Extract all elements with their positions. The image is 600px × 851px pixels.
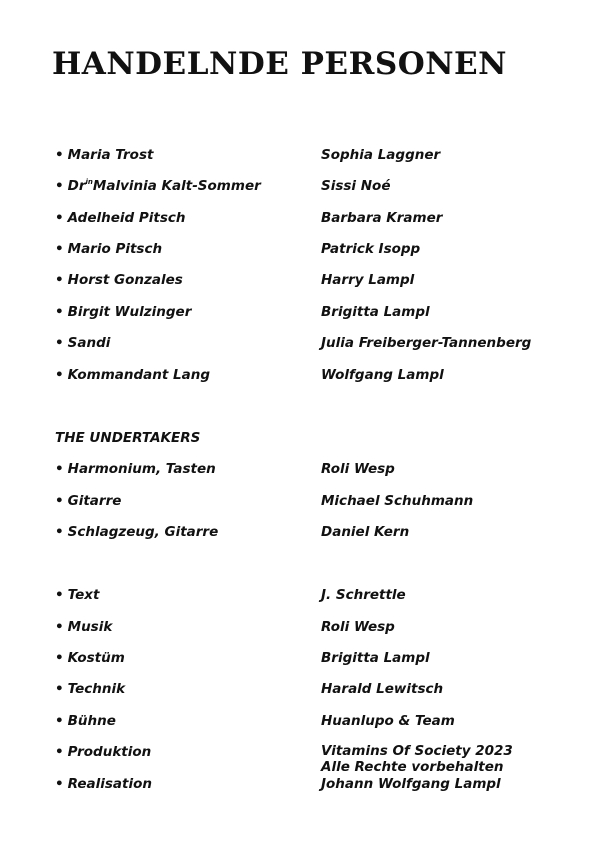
- crew-role: • Text: [55, 587, 100, 603]
- cast-actor: Harry Lampl: [321, 272, 415, 288]
- crew-actor: Johann Wolfgang Lampl: [321, 776, 501, 792]
- bullet: •: [55, 776, 64, 792]
- cast-row: [0, 304, 600, 326]
- crew-role: • Kostüm: [55, 650, 125, 666]
- bullet: •: [55, 147, 64, 163]
- bullet: •: [55, 713, 64, 729]
- bullet: •: [55, 650, 64, 666]
- bullet: •: [55, 619, 64, 635]
- band-row: [0, 493, 600, 515]
- band-row: [0, 461, 600, 483]
- crew-row: [0, 619, 600, 641]
- band-actor: Daniel Kern: [321, 524, 410, 540]
- cast-actor: Wolfgang Lampl: [321, 367, 444, 383]
- cast-role: • Kommandant Lang: [55, 367, 211, 383]
- crew-row: [0, 713, 600, 735]
- crew-actor: Harald Lewitsch: [321, 681, 444, 697]
- crew-row: [0, 681, 600, 703]
- superscript: in: [85, 178, 93, 186]
- cast-row: [0, 272, 600, 294]
- bullet: •: [55, 461, 64, 477]
- page-title: HANDELNDE PERSONEN: [52, 46, 508, 82]
- cast-row: [0, 335, 600, 357]
- cast-role: • Mario Pitsch: [55, 241, 163, 257]
- bullet: •: [55, 493, 64, 509]
- cast-actor: Patrick Isopp: [321, 241, 421, 257]
- rights-note: Alle Rechte vorbehalten: [321, 758, 504, 775]
- bullet: •: [55, 241, 64, 257]
- bullet: •: [55, 304, 64, 320]
- bullet: •: [55, 335, 64, 351]
- production-company: Vitamins Of Society 2023: [321, 743, 513, 759]
- bullet: •: [55, 272, 64, 288]
- bullet: •: [55, 367, 64, 383]
- cast-row: [0, 147, 600, 169]
- cast-actor: Julia Freiberger-Tannenberg: [321, 335, 532, 351]
- cast-role: • Horst Gonzales: [55, 272, 183, 288]
- band-row: [0, 524, 600, 546]
- crew-actor: Brigitta Lampl: [321, 650, 430, 666]
- crew-actor: Huanlupo & Team: [321, 713, 455, 729]
- cast-actor: Brigitta Lampl: [321, 304, 430, 320]
- crew-row: [0, 776, 600, 798]
- bullet: •: [55, 744, 64, 760]
- crew-role: • Produktion: [55, 744, 152, 760]
- cast-row: [0, 367, 600, 389]
- cast-actor: Barbara Kramer: [321, 210, 443, 226]
- cast-actor: Sissi Noé: [321, 178, 391, 194]
- cast-row: [0, 241, 600, 263]
- cast-role: • Adelheid Pitsch: [55, 210, 186, 226]
- cast-actor: Sophia Laggner: [321, 147, 441, 163]
- bullet: •: [55, 524, 64, 540]
- crew-row: [0, 650, 600, 672]
- band-role: • Harmonium, Tasten: [55, 461, 216, 477]
- crew-actor: J. Schrettle: [321, 587, 406, 603]
- cast-role: • Birgit Wulzinger: [55, 304, 192, 320]
- cast-role: • Sandi: [55, 335, 111, 351]
- cast-row: [0, 210, 600, 232]
- bullet: •: [55, 587, 64, 603]
- cast-row: [0, 178, 600, 200]
- crew-row: [0, 743, 600, 775]
- bullet: •: [55, 178, 64, 194]
- crew-actor: [321, 744, 513, 775]
- crew-role: • Musik: [55, 619, 113, 635]
- bullet: •: [55, 681, 64, 697]
- band-heading: THE UNDERTAKERS: [55, 430, 201, 446]
- band-actor: Michael Schuhmann: [321, 493, 474, 509]
- crew-role: • Realisation: [55, 776, 152, 792]
- band-actor: Roli Wesp: [321, 461, 395, 477]
- bullet: •: [55, 210, 64, 226]
- crew-actor: Roli Wesp: [321, 619, 395, 635]
- cast-role: • $Dr^{in}Malvinia$ Kalt-Sommer: [55, 178, 261, 194]
- crew-role: • Bühne: [55, 713, 116, 729]
- crew-row: [0, 587, 600, 609]
- band-role: • Schlagzeug, Gitarre: [55, 524, 219, 540]
- crew-role: • Technik: [55, 681, 126, 697]
- cast-role: • Maria Trost: [55, 147, 154, 163]
- band-role: • Gitarre: [55, 493, 122, 509]
